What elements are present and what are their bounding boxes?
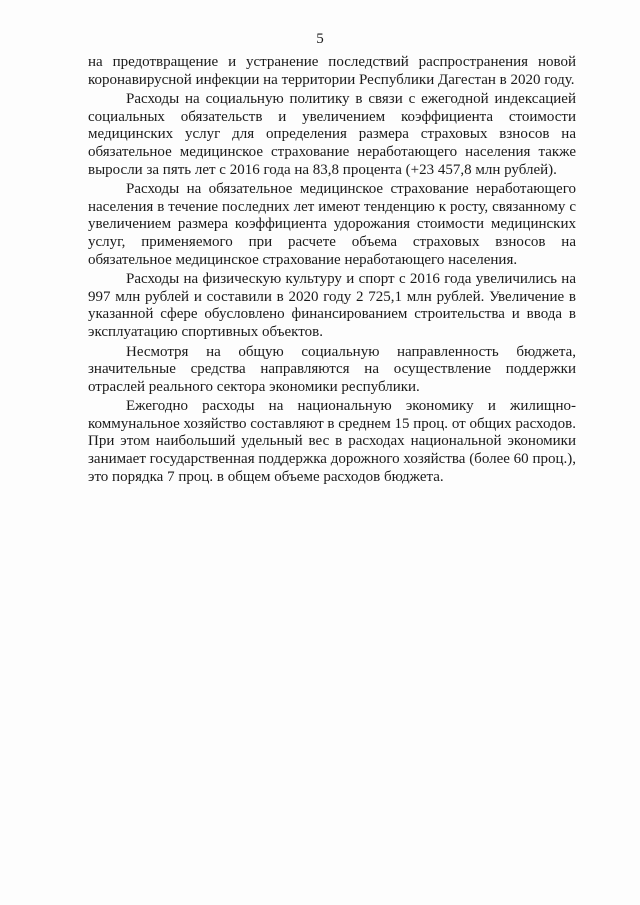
page-number: 5: [316, 31, 324, 47]
paragraph-real-sector-support: Несмотря на общую социальную направленность бюджета, значительные средства направляются на осуществление поддержки отраслей реального сектора экономики республики.: [88, 343, 576, 395]
paragraph-physical-culture-sport: Расходы на физическую культуру и спорт с 2016 года увеличились на 997 млн рублей и составили в 2020 году 2 725,1 млн рублей. Увеличение в указанной сфере обусловлено финансированием строительства и ввода в эксплуатацию спортивных объектов.: [88, 271, 576, 340]
paragraph-continuation: на предотвращение и устранение последствий распространения новой коронавирусной инфекции на территории Республики Дагестан в 2020 году.: [88, 54, 576, 88]
document-body: [88, 54, 576, 488]
paragraph-social-policy: Расходы на социальную политику в связи с ежегодной индексацией социальных обязательств и увеличением коэффициента стоимости медицинских услуг для определения размера страховых взносов на обязательное медицинское страхование неработающего населения также выросли за пять лет с 2016 года на 83,8 процента (+23 457,8 млн рублей).: [88, 91, 576, 178]
paragraph-medical-insurance: Расходы на обязательное медицинское страхование неработающего населения в течение последних лет имеют тенденцию к росту, связанному с увеличением размера коэффициента удорожания стоимости медицинских услуг, применяемого при расчете объема страховых взносов на обязательное медицинское страхование неработающего населения.: [88, 181, 576, 268]
paragraph-national-economy: Ежегодно расходы на национальную экономику и жилищно-коммунальное хозяйство составляют в среднем 15 проц. от общих расходов. При этом наибольший удельный вес в расходах национальной экономики занимает государственная поддержка дорожного хозяйства (более 60 проц.), это порядка 7 проц. в общем объеме расходов бюджета.: [88, 398, 576, 485]
